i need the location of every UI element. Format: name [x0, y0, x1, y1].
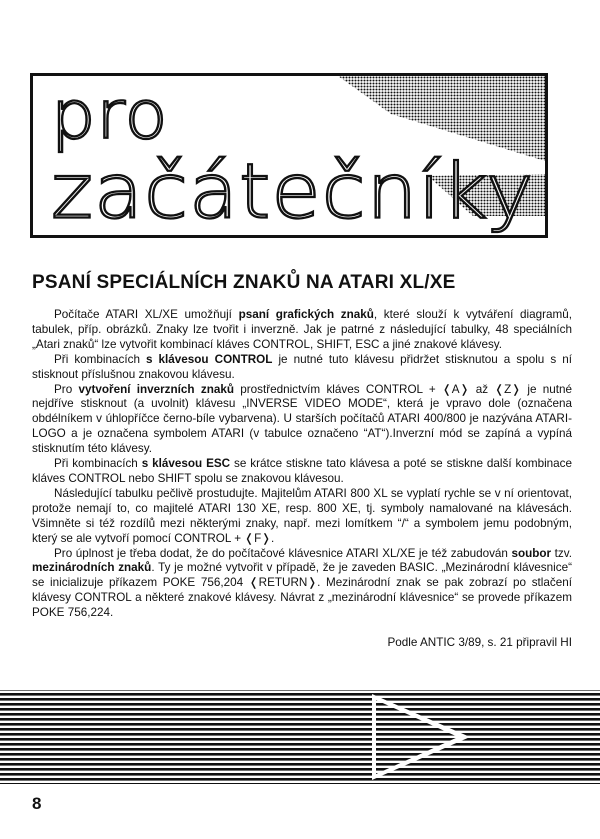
emphasis-text: psaní grafických znaků	[238, 308, 374, 321]
body-text: je nutné tuto klávesu přidržet stisknutou a spolu s ní stisknout příslušnou znakovou klávesu.	[32, 352, 572, 381]
decorative-stripes	[0, 688, 600, 786]
article-body	[32, 308, 572, 621]
body-text: Počítače ATARI XL/XE umožňují	[54, 308, 239, 321]
body-text: . Ty je možné vytvořit v případě, že je zaveden BASIC. „Mezinárodní klávesnice“ se inicializuje příkazem POKE 756,204 ❬RETURN❭. Mezinárodní znak se pak zobrazí po stlačení klávesy CONTROL a některé znakové klávesy. Návrat z „mezinárodní klávesnice“ se provede příkazem POKE 756,224.	[32, 561, 572, 620]
body-text: Následující tabulku pečlivě prostudujte. Majitelům ATARI 800 XL se vyplatí rychle se v ní orientovat, protože nemají to, co majitelé ATARI 130 XE, resp. 800 XE, tj. symboly namalované na klávesách. Všimněte si též rozdílů mezi některými znaky, např. mezi lomítkem “/“ a symbolem jemu podobným, který se ale vytvoří pomocí CONTROL + ❬F❭.	[32, 486, 572, 545]
banner-title-line1: pro	[51, 76, 169, 155]
article-paragraph	[32, 383, 572, 458]
article-paragraph	[32, 547, 572, 622]
page-number: 8	[32, 794, 42, 813]
source-credit: Podle ANTIC 3/89, s. 21 připravil HI	[387, 636, 572, 649]
body-text: , které slouží k vytváření diagramů, tabulek, příp. obrázků. Znaky lze tvořit i inverzně. Jak je patrné z následující tabulky, 48 speciálních „Atari znaků“ lze vytvořit kombinací kláves CONTROL, SHIFT, ESC a jiné znakové klávesy.	[32, 308, 573, 351]
article-paragraph	[32, 457, 572, 487]
emphasis-text: soubor	[511, 546, 552, 560]
body-text: tzv.	[551, 546, 572, 560]
emphasis-text: vytvoření inverzních znaků	[78, 382, 234, 396]
body-text: Pro úplnost je třeba dodat, že do počítačové klávesnice ATARI XL/XE je též zabudován	[54, 546, 512, 560]
body-text: Při kombinacích	[54, 457, 142, 471]
body-text: Při kombinacích	[54, 352, 146, 366]
article-paragraph	[32, 308, 572, 353]
emphasis-text: s klávesou ESC	[141, 457, 231, 471]
body-text: Pro	[54, 382, 79, 396]
title-banner	[30, 73, 548, 238]
body-text: se krátce stiskne tato klávesa a poté se stiskne další kombinace kláves CONTROL nebo SHIFT spolu se znakovou klávesou.	[32, 457, 573, 485]
banner-title-line2: začátečníky	[51, 147, 535, 236]
body-text: prostřednictvím kláves CONTROL + ❬A❭ až ❬Z❭ je nutné nejdříve stisknout (a uvolnit) klávesu „INVERSE VIDEO MODE“, která je vpravo dole (označena obdélníkem v úhlopříčce černo-bíle vybarvena). U starších počítačů ATARI 400/800 je nazývána ATARI-LOGO a je označena symbolem ATARI (v tabulce označeno “AT“).Inverzní mód se zapíná a vypíná stisknutím této klávesy.	[32, 382, 572, 456]
emphasis-text: mezinárodních znaků	[32, 561, 152, 575]
article-headline: PSANÍ SPECIÁLNÍCH ZNAKŮ NA ATARI XL/XE	[32, 272, 456, 293]
article-paragraph	[32, 353, 572, 383]
emphasis-text: s klávesou CONTROL	[146, 352, 273, 366]
article-paragraph	[32, 487, 572, 547]
